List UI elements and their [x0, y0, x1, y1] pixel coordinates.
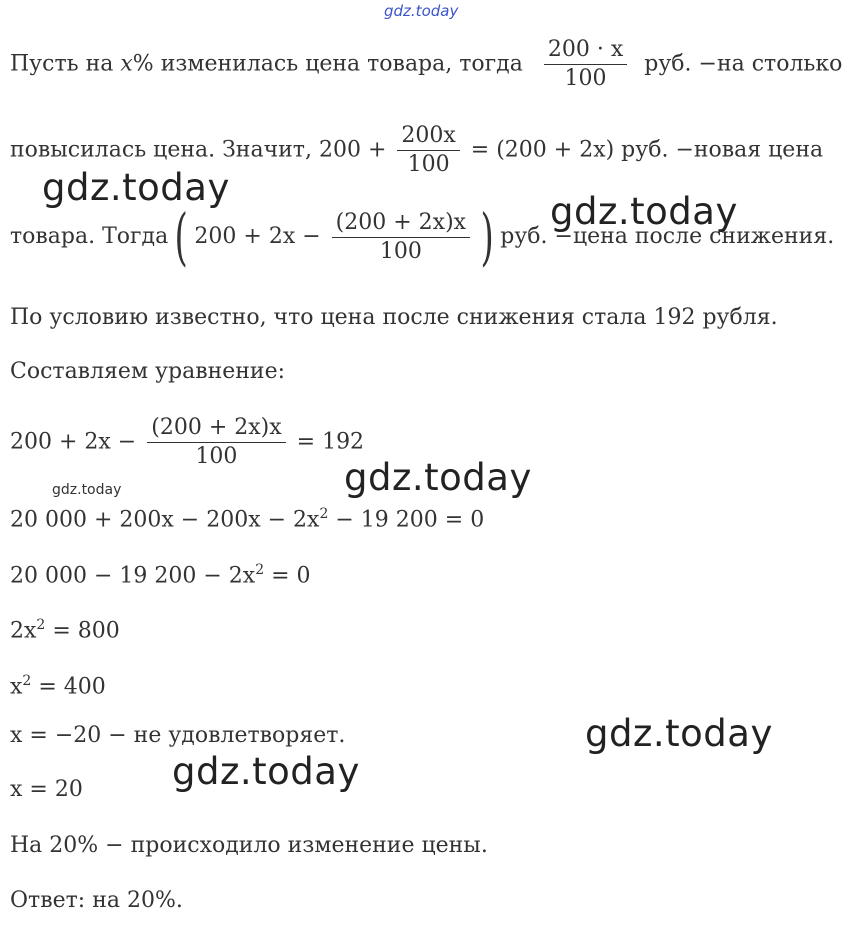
line-10	[10, 667, 106, 701]
exponent: 2	[255, 562, 265, 578]
text: руб. −цена после снижения.	[500, 224, 835, 249]
text: = 0	[264, 563, 311, 589]
text: 20 000 + 200x − 200x − 2x	[10, 507, 320, 533]
watermark: gdz.today	[585, 712, 773, 755]
open-paren: (	[174, 200, 188, 273]
text: 2x	[10, 618, 37, 644]
line-7	[10, 500, 484, 534]
exponent: 2	[22, 673, 32, 689]
text: = 400	[31, 674, 106, 700]
watermark-top: gdz.today	[384, 2, 459, 20]
text: повысилась цена. Значит, 200 +	[10, 137, 387, 163]
line-6	[10, 414, 364, 471]
variable-x: x	[120, 51, 133, 77]
line-11: x = −20 − не удовлетворяет.	[10, 723, 346, 748]
fraction-denominator: 100	[564, 66, 607, 91]
text: % изменилась цена товара, тогда	[132, 51, 523, 77]
text: 200 + 2x −	[194, 224, 321, 249]
text: x	[10, 674, 23, 700]
line-9	[10, 611, 120, 645]
watermark: gdz.today	[344, 456, 532, 499]
line-5: Составляем уравнение:	[10, 359, 286, 384]
watermark: gdz.today	[42, 166, 230, 209]
fraction-numerator: (200 + 2x)x	[151, 415, 282, 440]
watermark-small: gdz.today	[52, 482, 122, 498]
text: = (200 + 2x) руб. −новая цена	[470, 137, 824, 163]
line-4: По условию известно, что цена после снижения стала 192 рубля.	[10, 305, 778, 330]
line-1	[10, 36, 842, 93]
fraction-numerator: (200 + 2x)x	[335, 209, 467, 235]
fraction	[544, 36, 627, 93]
text: товара. Тогда	[10, 224, 169, 249]
exponent: 2	[319, 506, 329, 522]
fraction-denominator: 100	[195, 444, 238, 469]
text: = 800	[45, 618, 120, 644]
exponent: 2	[36, 617, 46, 633]
line-12: x = 20	[10, 777, 83, 802]
text: = 192	[296, 429, 365, 455]
fraction-denominator: 100	[379, 238, 422, 264]
line-13: На 20% − происходило изменение цены.	[10, 833, 488, 858]
fraction-numerator: 200x	[401, 123, 456, 148]
close-paren: )	[480, 200, 494, 273]
fraction	[397, 122, 459, 179]
line-8	[10, 556, 311, 590]
watermark: gdz.today	[550, 190, 738, 233]
fraction	[332, 209, 470, 266]
text: руб. −на столько	[644, 51, 843, 77]
text: − 19 200 = 0	[328, 507, 485, 533]
text: Пусть на	[10, 51, 121, 77]
fraction-numerator: 200 · x	[547, 37, 624, 62]
text: 200 + 2x −	[10, 429, 137, 455]
text: 20 000 − 19 200 − 2x	[10, 563, 256, 589]
watermark: gdz.today	[172, 750, 360, 793]
fraction	[147, 414, 285, 471]
fraction-denominator: 100	[407, 152, 450, 177]
line-14: Ответ: на 20%.	[10, 888, 183, 913]
